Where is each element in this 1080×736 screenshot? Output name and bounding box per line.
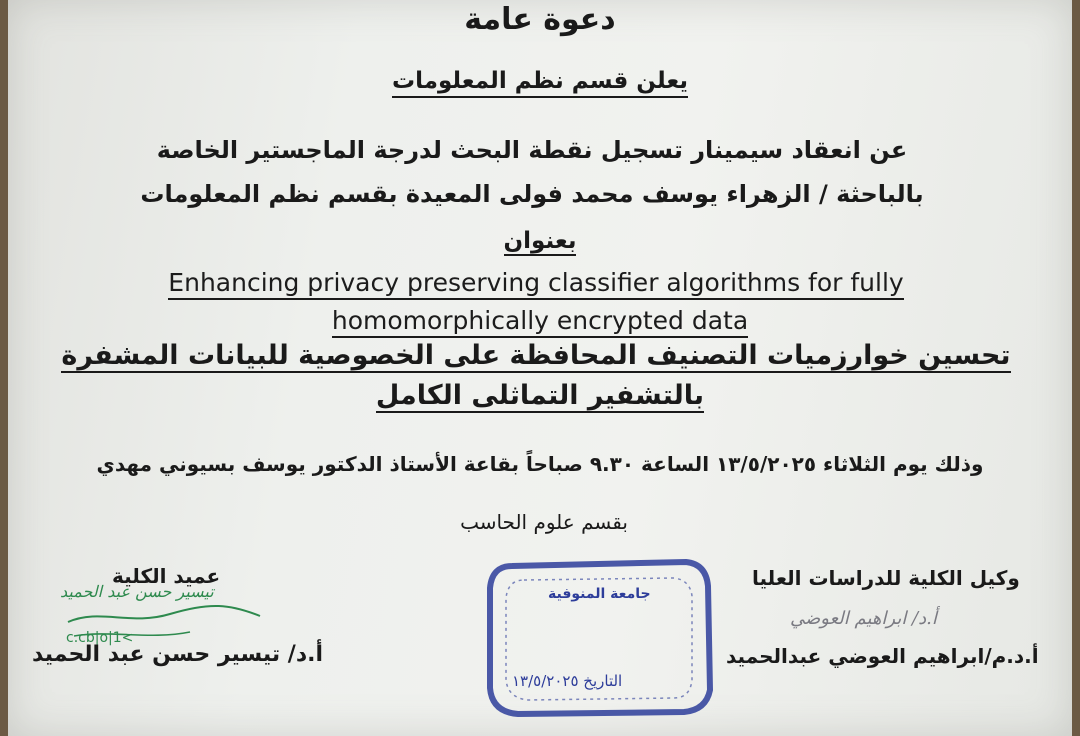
vice-dean-name: أ.د.م/ابراهيم العوضي عبدالحميد bbox=[726, 644, 1039, 668]
subject-label bbox=[8, 228, 1072, 254]
english-title-line-2 bbox=[8, 306, 1072, 335]
document-title: دعوة عامة bbox=[464, 2, 616, 37]
subject-label-text: بعنوان bbox=[503, 228, 577, 254]
university-stamp bbox=[484, 552, 714, 720]
vice-dean-title: وكيل الكلية للدراسات العليا bbox=[752, 566, 1020, 590]
arabic-title-line-1-text: تحسين خوارزميات التصنيف المحافظة على الخصوصية للبيانات المشفرة bbox=[61, 340, 1011, 371]
english-title-line-1-text: Enhancing privacy preserving classifier algorithms for fully bbox=[168, 268, 903, 300]
arabic-title-line-1 bbox=[4, 340, 1068, 371]
schedule-line: وذلك يوم الثلاثاء ١٣/٥/٢٠٢٥ الساعة ٩.٣٠ صباحاً بقاعة الأستاذ الدكتور يوسف بسيوني مهدي bbox=[96, 452, 984, 476]
announcement-heading bbox=[8, 68, 1072, 94]
body-line-2: بالباحثة / الزهراء يوسف محمد فولى المعيدة بقسم نظم المعلومات bbox=[140, 180, 924, 208]
dean-signature-scribble bbox=[60, 596, 270, 646]
stamp-date: التاريخ ١٣/٥/٢٠٢٥ bbox=[512, 672, 623, 690]
body-line-1: عن انعقاد سيمينار تسجيل نقطة البحث لدرجة الماجستير الخاصة bbox=[156, 136, 908, 164]
dean-title: عميد الكلية bbox=[112, 564, 221, 588]
announcement-text: يعلن قسم نظم المعلومات bbox=[392, 68, 688, 98]
stamp-text: جامعة المنوفية bbox=[548, 586, 651, 602]
arabic-title-line-2-text: بالتشفير التماثلى الكامل bbox=[375, 380, 705, 411]
dean-name: أ.د/ تيسير حسن عبد الحميد bbox=[32, 642, 324, 667]
dean-signature: تيسير حسن عبد الحميد bbox=[60, 582, 214, 601]
vice-dean-signature: أ.د/ ابراهيم العوضي bbox=[790, 608, 937, 629]
arabic-title-line-2 bbox=[8, 380, 1072, 411]
english-title-line-2-text: homomorphically encrypted data bbox=[332, 306, 748, 338]
department-line: بقسم علوم الحاسب bbox=[460, 510, 628, 534]
svg-text:c.cb|o|1<: c.cb|o|1< bbox=[66, 630, 134, 646]
english-title-line-1 bbox=[4, 268, 1068, 297]
